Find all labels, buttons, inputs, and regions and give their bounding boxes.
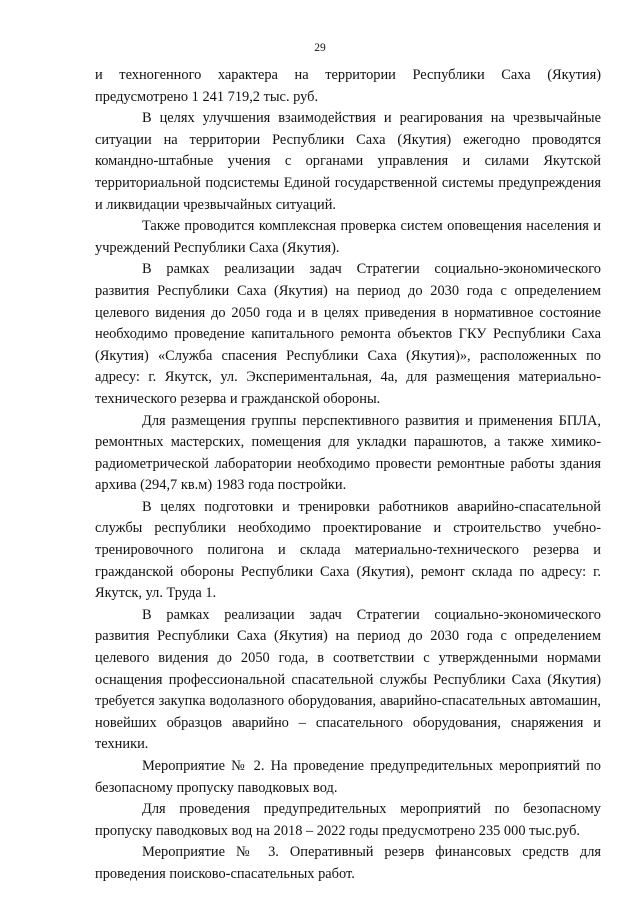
paragraph: Также проводится комплексная проверка систем оповещения населения и учреждений Республики Саха (Якутия).	[95, 218, 601, 256]
paragraph: В рамках реализации задач Стратегии социально-экономического развития Республики Саха (Якутия) на период до 2030 года с определением целевого видения до 2050 года и в целях приведения в нормативное состояние необходимо проведение капитального ремонта объектов ГКУ Республики Саха (Якутия) «Служба спасения Республики Саха (Якутия)», расположенных по адресу: г. Якутск, ул. Экспериментальная, 4а, для размещения материально-технического резерва и гражданской обороны.	[95, 261, 601, 407]
page-number: 29	[314, 42, 326, 54]
paragraph: В целях улучшения взаимодействия и реагирования на чрезвычайные ситуации на территории Республики Саха (Якутия) ежегодно проводятся командно-штабные учения с органами управления и силами Якутской территориальной подсистемы Единой государственной системы предупреждения и ликвидации чрезвычайных ситуаций.	[95, 110, 601, 213]
paragraph: Для проведения предупредительных мероприятий по безопасному пропуску паводковых вод на 2018 – 2022 годы предусмотрено 235 000 тыс.руб.	[95, 801, 601, 839]
paragraph-continuation: и техногенного характера на территории Республики Саха (Якутия) предусмотрено 1 241 719,2 тыс. руб.	[95, 67, 601, 105]
paragraph: В рамках реализации задач Стратегии социально-экономического развития Республики Саха (Якутия) на период до 2030 года с определением целевого видения до 2050 года, в соответствии с утвержденными нормами оснащения профессиональной спасательной службы Республики Саха (Якутия) требуется закупка водолазного оборудования, аварийно-спасательных автомашин, новейших образцов аварийно – спасательного оборудования, снаряжения и техники.	[95, 606, 601, 753]
paragraph: Для размещения группы перспективного развития и применения БПЛА, ремонтных мастерских, помещения для укладки парашютов, а также химико-радиометрической лаборатории необходимо провести ремонтные работы здания архива (294,7 кв.м) 1983 года постройки.	[95, 412, 601, 494]
paragraph-measure-2: Мероприятие № 2. На проведение предупредительных мероприятий по безопасному пропуску паводковых вод.	[95, 758, 601, 796]
paragraph-measure-3: Мероприятие № 3. Оперативный резерв финансовых средств для проведения поисково-спасательных работ.	[95, 844, 601, 882]
document-body	[95, 65, 601, 886]
paragraph: В целях подготовки и тренировки работников аварийно-спасательной службы республики необходимо проектирование и строительство учебно-тренировочного полигона и склада материально-технического резерва и гражданской обороны Республики Саха (Якутия), ремонт склада по адресу: г. Якутск, ул. Труда 1.	[95, 498, 601, 602]
